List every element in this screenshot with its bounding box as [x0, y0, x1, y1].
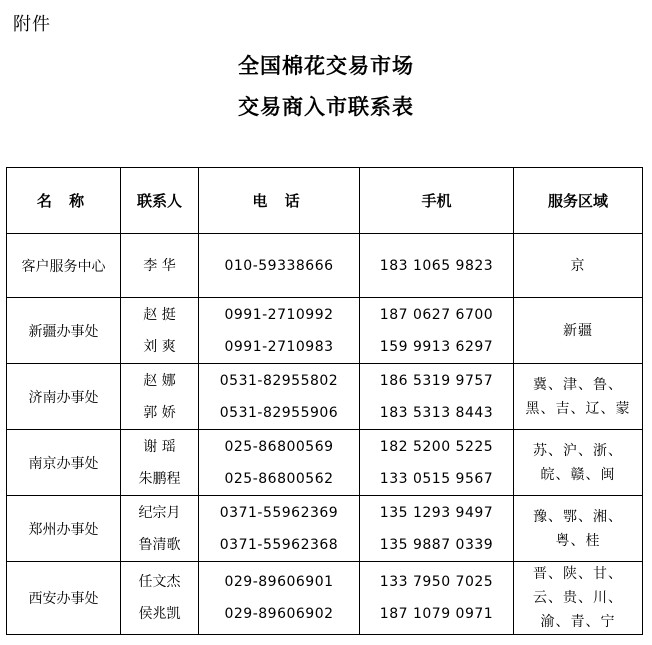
office-name: 新疆办事处 [7, 298, 121, 364]
phone-number: 0371-55962369 [219, 504, 339, 521]
table-row [7, 562, 643, 635]
phone-number: 0531-82955802 [219, 372, 339, 389]
mobile-number: 187 0627 6700 [379, 306, 494, 323]
mobile-number: 183 5313 8443 [379, 404, 494, 421]
contact-cell [121, 364, 199, 430]
contact-cell [121, 496, 199, 562]
office-name: 济南办事处 [7, 364, 121, 430]
mobile-number: 187 1079 0971 [379, 606, 494, 622]
table-header-row [7, 168, 643, 234]
mobile-cell [360, 234, 514, 298]
region-cell [514, 234, 643, 298]
contact-cell [121, 298, 199, 364]
contact-person: 赵 挺 [143, 306, 176, 323]
phone-number: 0531-82955906 [219, 404, 339, 421]
region-cell [514, 562, 643, 635]
attachment-label: 附件 [13, 14, 51, 35]
phone-cell [199, 364, 360, 430]
office-name: 郑州办事处 [7, 496, 121, 562]
document-title-line1: 全国棉花交易市场 [238, 53, 414, 78]
service-region: 京 [570, 257, 586, 274]
contact-person: 谢 瑶 [143, 438, 176, 455]
mobile-cell [360, 364, 514, 430]
document-title-line2: 交易商入市联系表 [238, 94, 414, 119]
mobile-number: 133 7950 7025 [379, 574, 494, 590]
phone-number: 025-86800569 [224, 438, 334, 455]
phone-number: 025-86800562 [224, 470, 334, 487]
service-region: 冀、津、鲁、黑、吉、辽、蒙 [525, 376, 631, 417]
contact-person: 鲁清歌 [138, 536, 181, 553]
phone-cell [199, 430, 360, 496]
header-contact: 联系人 [121, 168, 199, 234]
mobile-number: 133 0515 9567 [379, 470, 494, 487]
contact-person: 赵 娜 [143, 372, 176, 389]
contact-person: 刘 爽 [143, 338, 176, 355]
mobile-number: 183 1065 9823 [379, 257, 494, 274]
contact-person: 朱鹏程 [138, 470, 181, 487]
contact-cell [121, 562, 199, 635]
phone-number: 0371-55962368 [219, 536, 339, 553]
header-name: 名 称 [7, 168, 121, 234]
mobile-number: 186 5319 9757 [379, 372, 494, 389]
service-region: 新疆 [563, 322, 593, 339]
contact-person: 纪宗月 [138, 504, 181, 521]
phone-number: 0991-2710983 [224, 338, 334, 355]
mobile-cell [360, 496, 514, 562]
mobile-number: 135 9887 0339 [379, 536, 494, 553]
table-row [7, 496, 643, 562]
region-cell [514, 298, 643, 364]
service-region: 豫、鄂、湘、粤、桂 [533, 508, 623, 549]
phone-cell [199, 562, 360, 635]
region-cell [514, 496, 643, 562]
mobile-number: 182 5200 5225 [379, 438, 494, 455]
region-cell [514, 364, 643, 430]
header-mobile: 手机 [360, 168, 514, 234]
contact-cell [121, 234, 199, 298]
office-name: 南京办事处 [7, 430, 121, 496]
phone-number: 0991-2710992 [224, 306, 334, 323]
header-phone: 电 话 [199, 168, 360, 234]
phone-cell [199, 496, 360, 562]
office-name: 西安办事处 [7, 562, 121, 635]
mobile-cell [360, 298, 514, 364]
mobile-cell [360, 562, 514, 635]
contact-cell [121, 430, 199, 496]
table-row [7, 430, 643, 496]
contact-person: 郭 娇 [143, 404, 176, 421]
office-name: 客户服务中心 [7, 234, 121, 298]
phone-number: 010-59338666 [224, 257, 334, 274]
mobile-number: 159 9913 6297 [379, 338, 494, 355]
phone-cell [199, 234, 360, 298]
table-row [7, 298, 643, 364]
phone-cell [199, 298, 360, 364]
header-region: 服务区域 [514, 168, 643, 234]
contact-person: 侯兆凯 [138, 606, 181, 622]
mobile-number: 135 1293 9497 [379, 504, 494, 521]
table-row [7, 364, 643, 430]
region-cell [514, 430, 643, 496]
phone-number: 029-89606901 [224, 574, 334, 590]
table-row [7, 234, 643, 298]
contact-person: 任文杰 [138, 574, 181, 590]
service-region: 苏、沪、浙、皖、赣、闽 [533, 442, 623, 483]
mobile-cell [360, 430, 514, 496]
service-region: 晋、陕、甘、云、贵、川、渝、青、宁 [533, 566, 623, 630]
phone-number: 029-89606902 [224, 606, 334, 622]
contacts-table [6, 167, 643, 635]
contact-person: 李 华 [143, 257, 176, 274]
